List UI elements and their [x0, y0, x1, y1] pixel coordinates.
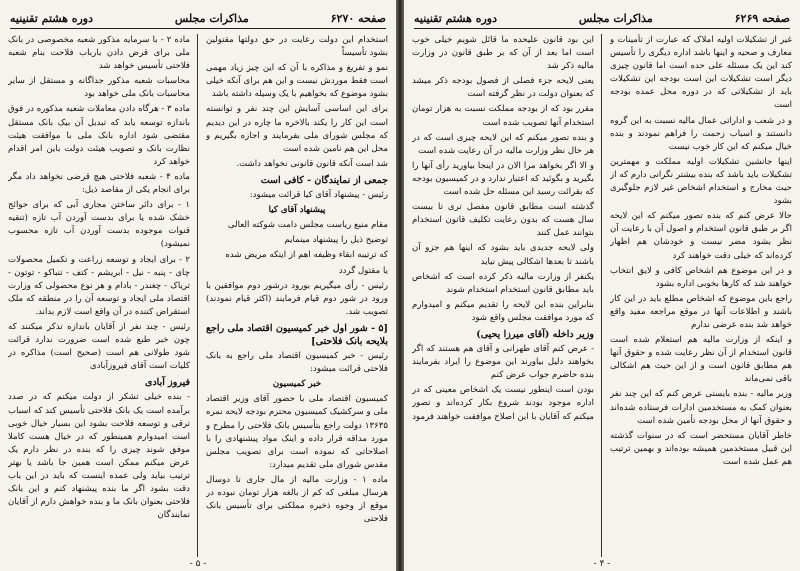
paragraph: - بنده خیلی تشکر از دولت میکنم که در صدد برآمده است یک بانک فلاحتی تأسیس کند که اسباب ترقی و توسعه فلاحت بشود این بسیار خیال خوبی است امیدوارم همینطور که در خیال هست کاملا موفق شوند چیزی را که بنده در نظر دارم یک عرض میکنم ممکن است همین جا باشد یا بهتر ترتیب بیاید ولی عمده اینست که باید در این باب دقت بشود اگر ما بنده پیشنهاد کنم و این بانک فلاحتی بعنوان بانک ما و بنده خواهش دارم از آقایان نمایندگان	[8, 392, 190, 521]
paragraph: راجع باین موضوع که اشخاص مطلع باید در این کار باشند و اطلاعات آنها در موقع مراجعه مفید واقع خواهد شد بنده عرضی ندارم	[610, 293, 792, 330]
right-page	[404, 0, 800, 571]
centered-heading: خبر کمیسیون	[272, 379, 322, 390]
paragraph: بنابراین بنده این لایحه را تقدیم میکنم و امیدوارم که مورد موافقت مجلس واقع شود	[412, 299, 594, 323]
right-page-session: دوره هشتم تقنینیه	[414, 11, 497, 25]
right-page-footer: - ۴ -	[593, 559, 611, 569]
paragraph: و الا اگر بخواهد مرا الان در اینجا بیاورید رأی آنها را بگیرید و بگوئید که اعتبار ندارد و در کمیسیون بودجه که بقرائت رسید این مسئله حل شده است	[412, 160, 594, 198]
paragraph: یعنی لایحه جزء فصلی از فصول بودجه ذکر میشد که بعنوان دولت در نظر گرفته است	[412, 76, 594, 100]
paragraph: رئیس - پیشنهاد آقای کیا قرائت میشود:	[249, 190, 388, 201]
paragraph: ماده ۳ - هرگاه دادن معاملات شعبه مذکوره در فوق باندازه توسعه یابد که تبدیل آن بیک بانک مستقل مقتضی شود اداره بانک ملی با موافقت هیئت نظارت بانک و تصویب هیئت دولت باین امر اقدام خواهد کرد	[8, 104, 190, 167]
paragraph: ولی لایحه جدیدی باید بشود که اینها هم جزو آن باشند تا بعدها اشکالی پیش نیاید	[412, 243, 594, 267]
paragraph: مقام منیع ریاست مجلس دامت شوکته العالی	[227, 220, 388, 231]
paragraph: و در این موضوع هم اشخاص کافی و لایق انتخاب خواهند شد که کارها بخوبی اداره بشود	[610, 265, 792, 289]
right-page-column-rule	[601, 34, 602, 557]
paragraph: رئیس - خبر کمیسیون اقتصاد ملی راجع به بانک فلاحتی قرائت میشود:	[206, 351, 388, 375]
paragraph: یا مقتول گردد	[338, 265, 388, 276]
paragraph: که ترتیبه ابقاء وظیفه اهم از اینکه مریض شده	[225, 250, 388, 261]
paragraph: رئیس - رأی میگیریم بورود درشور دوم موافقین با ورود در شور دوم قیام فرمایند (اکثر قیام نمودند) تصویب شد.	[206, 280, 388, 317]
right-page-left-column	[412, 34, 594, 559]
paragraph: توضیح ذیل را پیشنهاد مینمایم	[284, 235, 388, 246]
paragraph: ماده ۴ - شعبه فلاحتی هیچ قرضی نخواهد داد مگر برای انجام یکی از مقاصد ذیل:	[8, 171, 190, 196]
paragraph: اینها جانشین تشکیلات اولیه مملکت و مهمترین تشکیلات باید باشد که بنده بیشتر نگرانی دارم که از حیث مخارج و استخدام اشخاص غیر لازم جلوگیری بشود	[610, 156, 792, 207]
paragraph: و اینکه از وزارت مالیه هم استعلام شده است قانون استخدام از آن نظر رعایت شده و حقوق آنها هم مطابق قانون است و از این حیث هم اشکالی باقی نمی‌ماند	[610, 335, 792, 385]
left-page-right-column	[206, 34, 388, 559]
paragraph: و بنده تصور میکنم که این لایحه چیزی است که در هر حال نظر وزارت مالیه در آن رعایت شده است	[412, 132, 594, 156]
paragraph: ماده ۱ - وزارت مالیه از مال جاری تا دوسال هرسال مبلغی که کم از بالغه هزار تومان نبوده در موقع از وجوه ذخیره مملکتی برای تأسیس بانک فلاحتی	[206, 474, 388, 525]
right-page-title: مذاکرات مجلس	[578, 11, 653, 25]
right-page-number: صفحه ۶۲۶۹	[734, 11, 790, 25]
paragraph: استخدام این دولت رعایت در حق دولتها مقتولین بشود تأسیساً	[206, 35, 388, 59]
section-heading: جمعی از نمایندگان - کافی است	[260, 174, 388, 186]
left-page-number: صفحه ۶۲۷۰	[330, 11, 386, 25]
left-page-title: مذاکرات مجلس	[174, 11, 249, 25]
paragraph: گذشته است مطابق قانون مفصل تری تا بیست سال هست که بدون رعایت تکلیف قانون استخدام بتوانند عمل کنند	[412, 202, 594, 239]
left-page-header	[10, 8, 386, 29]
paragraph: غیر از تشکیلات اولیه املاک که عبارت از تأمینات و معارف و صحیه و اینها باشد اداره دیگری را تأسیس کند این یک مسئله علی حده است اما قانون چیزی دیگر است تشکیلات این است بودجه این تشکیلات باید از تشکیلاتی که در دوره محل عمده بودجه است	[610, 35, 792, 111]
paragraph: و در شعب و اداراتی عمال مالیه نسبت به این گروه دانستند و اسباب زحمت را فراهم نمودند و بنده خیال میکنم که این کار خوب نیست	[610, 115, 792, 152]
paragraph: حالا عرض کنم که بنده تصور میکنم که این لایحه اگر بر طبق قانون استخدام و اصول آن با رعایت آن نظر بشود مضر نیست و خودشان هم اظهار کرده‌اند که خیلی دقت خواهند کرد	[610, 211, 792, 261]
left-page	[0, 0, 396, 571]
paragraph: ماده ۲ - با سرمایه مذکور شعبه مخصوصی در بانک ملی برای قرض دادن بارباب فلاحت بنام شعبه فلاحتی تأسیس خواهد شد	[8, 35, 190, 72]
paragraph: این بود قانون علیحده ما قائل شویم خیلی خوب است اما بعد از آن که بر طبق قانون در وزارت مالیه ذکر شد	[412, 35, 594, 72]
paragraph: وزیر مالیه - بنده بایستی عرض کنم که این چند نفر بعنوان کمک به مستخدمین ادارات فرستاده شده‌اند و حقوق آنها از محل بودجه تأمین شده است	[610, 389, 792, 426]
right-page-right-column	[610, 34, 792, 559]
section-heading: وزیر داخله (آقای میرزا یحیی)	[476, 328, 594, 340]
paragraph: - عرض کنم آقای طهرانی و آقای هم هستند که اگر بخواهند دلیل بیاورند این موضوع را ایراد بفرمایند بنده حاضرم جواب عرض کنم	[412, 344, 594, 381]
section-heading: [۵ - شور اول خبر کمیسیون اقتصاد ملی راجع بلایحه بانک فلاحتی]	[206, 322, 388, 347]
left-page-left-column	[8, 34, 190, 559]
paragraph: کمیسیون اقتصاد ملی با حضور آقای وزیر اقتصاد ملی و سرکشیک کمیسیون محترم بودجه لایحه نمره ۱۳۶۳۵ دولت راجع بتأسیس بانک فلاحتی را مطرح و مورد مداقه قرار داده و اینک مواد پیشنهادی را با اصلاحاتی که نموده است برای تصویب مجلس مقدس شورای ملی تقدیم میدارد:	[206, 394, 388, 470]
paragraph: رئیس - چند نفر از آقایان باندازه تذکر میکنند که چون خبر طبع شده است ضرورت ندارد قرائت شود طولانی هم است (صحیح است) مذاکره در کلیات است آقای فیروزآبادی	[8, 321, 190, 372]
left-page-column-rule	[197, 34, 198, 557]
paragraph: بودن است اینطور نیست یک اشخاص معینی که در اداره موجود بودند شروع بکار کرده‌اند و تصور میکنم که آقایان با این اصلاح موافقت خواهند فرمود	[412, 385, 594, 422]
centered-heading: پیشنهاد آقای کیا	[268, 205, 326, 216]
right-page-header	[414, 8, 790, 29]
section-heading: فیروز آبادی	[145, 377, 190, 389]
paragraph: مقرر بود که از بودجه مملکت نسبت به هزار تومان استخدام آنها تصویب شده است	[412, 104, 594, 128]
paragraph: ۱ - برای دائر ساختن مجاری آبی که برای حوائج خشک شده یا برای بدست آوردن آب تازه (تنقیه قنوات موجوده بدست آوردن آب تازه محسوب نمیشود)	[8, 200, 190, 250]
paragraph: نمو و تفریغ و مذاکره با آن که این چیز زیاد مهمی است فقط موردش نیست و این هم برای آنکه خیلی بشود موضوع که بخواهیم با یک وسیله داشته باشد	[206, 63, 388, 100]
paragraph: ۲ - برای ایجاد و توسعه زراعت و تکمیل محصولات چای - پنبه - نیل - ابریشم - کتف - تنباکو - توتون - تریاک - چغندر - بادام و هر نوع محصولی که وزارت اقتصاد ملی ایجاد و توسعه آن را در منطقه که ملک استقراض کننده در آن واقع است لازم بداند.	[8, 254, 190, 317]
paragraph: برای این اساسی آسایش این چند نفر و توانسته است این کار را یکند بالاخره ما چاره در این دیدیم که مجلس شورای ملی بفرمایند و اجازه بگیریم و محل این هم نامین شده است	[206, 104, 388, 154]
paragraph: یکنفر از وزارت مالیه ذکر کرده است که اشخاص باید مطابق قانون استخدام استخدام شوند	[412, 271, 594, 295]
paragraph: محاسبات شعبه مذکور جداگانه و مستقل از سایر محاسبات بانک ملی خواهد بود	[8, 76, 190, 100]
paragraph: شد است آنکه قانون قانونی نخواهد داشت.	[236, 158, 388, 169]
book-gutter	[396, 0, 404, 571]
paragraph: خاطر آقایان مستحضر است که در سنوات گذشته این قبیل مستخدمین همیشه بوده‌اند و بهمین ترتیب هم عمل شده است	[610, 430, 792, 467]
left-page-footer: - ۵ -	[189, 559, 207, 569]
left-page-session: دوره هشتم تقنینیه	[10, 11, 93, 25]
